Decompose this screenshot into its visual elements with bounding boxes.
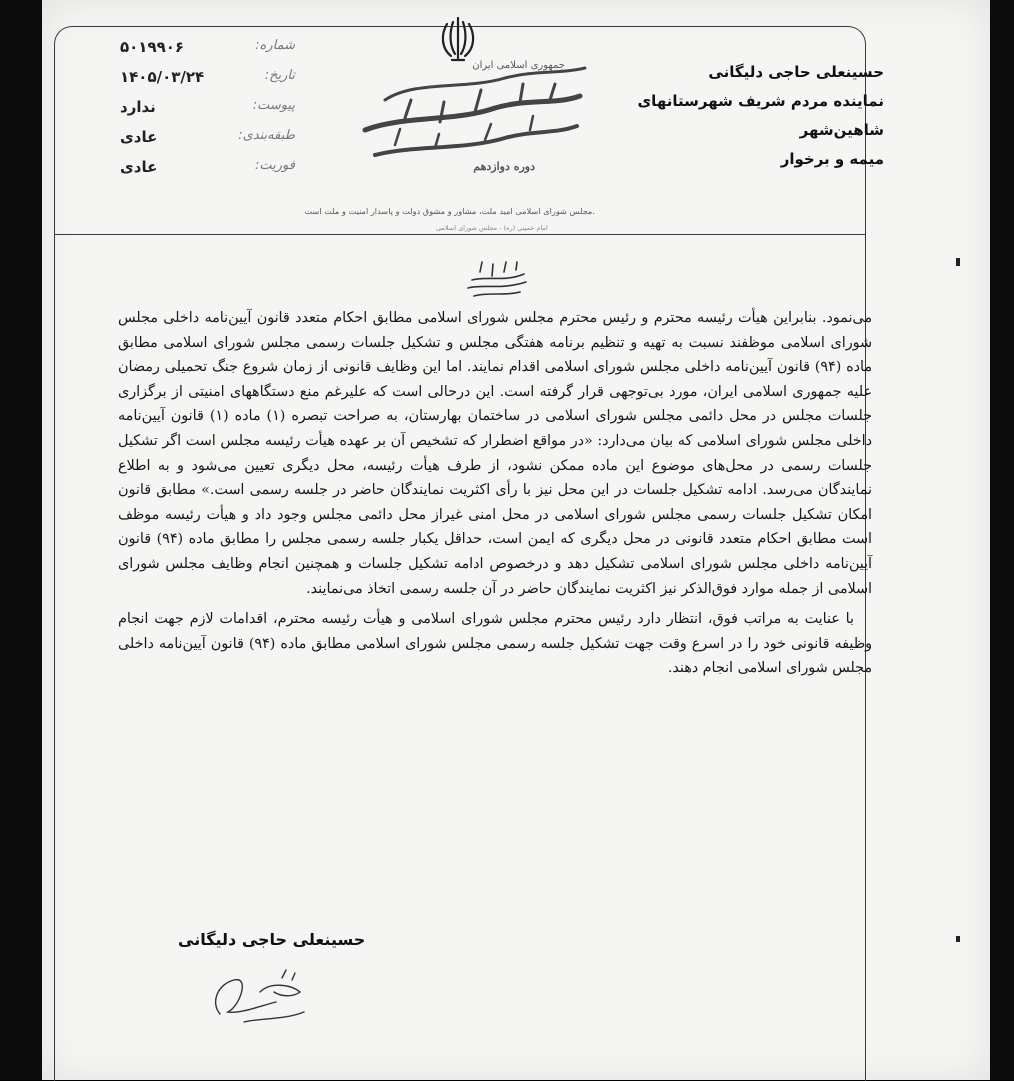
signature-name: حسینعلی حاجی دلیگانی xyxy=(178,930,366,949)
meta-label: فوریت: xyxy=(255,158,295,173)
letterhead-divider xyxy=(54,234,866,235)
meta-value: ۱۴۰۵/۰۳/۲۴ xyxy=(120,68,205,86)
meta-value: ندارد xyxy=(120,98,156,116)
handwritten-signature xyxy=(200,962,320,1032)
sender-region: میمه و برخوار xyxy=(780,150,884,168)
scan-mark xyxy=(956,258,960,266)
meta-label: پیوست: xyxy=(252,98,295,113)
emblem-icon xyxy=(435,14,481,64)
bismillah-icon xyxy=(462,258,532,302)
sender-title: نماینده مردم شریف شهرستانهای شاهین‌شهر xyxy=(637,92,884,139)
meta-label: تاریخ: xyxy=(264,68,295,83)
logo-footer-caption: امام خمینی (ره) - مجلس شورای اسلامی xyxy=(436,224,548,232)
sender-block xyxy=(554,58,884,174)
meta-value: عادی xyxy=(120,158,158,176)
meta-attachment xyxy=(120,96,295,124)
body-paragraph: می‌نمود. بنابراین هیأت رئیسه محترم و رئیس محترم مجلس شورای اسلامی مطابق احکام متعدد قانون آیین‌نامه داخلی مجلس شورای اسلامی موظفند نسبت به تهیه و تنظیم برنامه هفتگی مجلس و تشکیل جلسات رسمی مجلس شورای اسلامی مطابق ماده (۹۴) قانون آیین‌نامه داخلی مجلس شورای اسلامی اقدام نمایند. اما این وظایف قانونی از زمان شروع جنگ تحمیلی رمضان علیه جمهوری اسلامی ایران، مورد بی‌توجهی قرار گرفته است. این درحالی است که علیرغم منع دستگاههای امنیتی از برگزاری جلسات مجلس در محل دائمی مجلس شورای اسلامی در ساختمان بهارستان، به صراحت تبصره (۱) ماده (۱) قانون آیین‌نامه داخلی مجلس شورای اسلامی که بیان می‌دارد: «در مواقع اضطرار که تشخیص آن بر عهده هیأت رئیسه مجلس است اگر تشکیل جلسات رسمی در محل‌های موضوع این ماده ممکن نشود، از طرف هیأت رئیسه، محل دیگری تعیین می‌شود و به اطلاع نمایندگان می‌رسد. ادامه تشکیل جلسات در این محل نیز با رأی اکثریت نمایندگان حاضر در جلسه رسمی است.» مطابق قانون امکان تشکیل جلسات رسمی مجلس شورای اسلامی در محل امنی غیراز محل دائمی مجلس وجود داد و هیأت رئیسه موظف است مطابق احکام متعدد قانونی در محل دیگری که ایمن است، حداقل یکبار جلسه رسمی مجلس را مطابق ماده (۹۴) قانون آیین‌نامه داخلی مجلس شورای اسلامی تشکیل دهد و درخصوص ادامه تشکیل جلسات و همچنین انجام وظایف مجلس شورای اسلامی از جمله موارد فوق‌الذکر نیز اکثریت نمایندگان حاضر در آن جلسه رسمی اتخاذ می‌نمایند. xyxy=(118,310,872,597)
meta-label: شماره: xyxy=(255,38,295,53)
logo-top-text: جمهوری اسلامی ایران xyxy=(472,60,565,71)
body-paragraph: با عنایت به مراتب فوق، انتظار دارد رئیس محترم مجلس شورای اسلامی و هیأت رئیسه محترم، اقدامات لازم جهت انجام وظیفه قانونی خود را در اسرع وقت جهت تشکیل جلسه رسمی مجلس شورای اسلامی مطابق ماده (۹۴) قانون آیین‌نامه داخلی مجلس شورای اسلامی انجام دهند. xyxy=(118,611,873,677)
letter-body xyxy=(118,306,872,687)
scan-mark xyxy=(956,936,960,942)
sender-name: حسینعلی حاجی دلیگانی xyxy=(708,63,884,81)
meta-date xyxy=(120,66,295,94)
meta-value: ۵۰۱۹۹۰۶ xyxy=(120,38,185,56)
logo-footer-text: مجلس شورای اسلامی امید ملت، مشاور و مشوق دولت و پاسدار امنیت و ملت است. xyxy=(304,206,595,216)
meta-classification xyxy=(120,126,295,154)
logo-term-text: دوره دوازدهم xyxy=(473,160,535,173)
meta-number xyxy=(120,36,295,64)
meta-label: طبقه‌بندی: xyxy=(238,128,295,143)
meta-value: عادی xyxy=(120,128,158,146)
meta-urgency xyxy=(120,156,295,184)
letter-meta xyxy=(120,36,295,186)
